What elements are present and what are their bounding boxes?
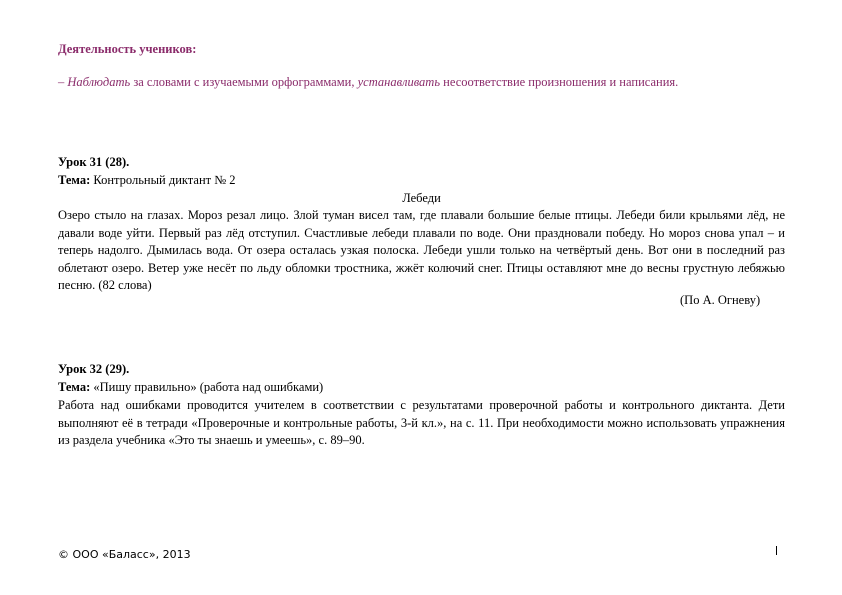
activity-verb-establish: устанавливать xyxy=(357,75,441,89)
lesson-31-topic-label: Тема: xyxy=(58,173,91,187)
lesson-32-topic-text: «Пишу правильно» (работа над ошибками) xyxy=(90,380,324,394)
lesson-32-heading: Урок 32 (29). xyxy=(58,362,130,376)
lesson-32-topic-label: Тема: xyxy=(58,380,91,394)
activity-text-2: несоответствие произношения и написания. xyxy=(440,75,679,89)
activity-heading: Деятельность учеников: xyxy=(58,42,197,56)
activity-dash: – xyxy=(58,75,68,89)
lesson-31-topic xyxy=(58,173,236,188)
lesson-32-body: Работа над ошибками проводится учителем в соответствии с результатами проверочной работы и контрольного диктанта. Дети выполняют её в тетради «Проверочные и контрольные работы, 3-й кл.», на с. 11. При необходимости можно использовать упражнения из раздела учебника «Это ты знаешь и умеешь», с. 89–90. xyxy=(58,398,785,447)
footer-copyright: © ООО «Баласс», 2013 xyxy=(58,548,191,561)
activity-verb-observe: Наблюдать xyxy=(67,75,131,89)
lesson-31-topic-text: Контрольный диктант № 2 xyxy=(90,173,236,187)
dictation-author: (По А. Огневу) xyxy=(680,293,761,307)
activity-description xyxy=(58,75,678,90)
dictation-title: Лебеди xyxy=(402,191,441,205)
page-edge-mark xyxy=(776,546,779,555)
lesson-32-topic xyxy=(58,380,323,395)
activity-text-1: за словами с изучаемыми орфограммами, xyxy=(130,75,358,89)
lesson-31-heading: Урок 31 (28). xyxy=(58,155,130,169)
dictation-text: Озеро стыло на глазах. Мороз резал лицо. Злой туман висел там, где плавали большие белые птицы. Лебеди били крыльями лёд, не давали воде уйти. Первый раз лёд отступил. Счастливые лебеди плавали по воде. Они праздновали победу. Но мороз снова упал – и теперь надолго. Дымилась вода. От озера осталась узкая полоска. Лебеди ушли только на четвёртый день. Вот они в последний раз облетают озеро. Ветер уже несёт по льду обломки тростника, жжёт колючий снег. Птицы оставляют мне до весны грустную лебяжью песню. (82 слова) xyxy=(58,208,785,292)
